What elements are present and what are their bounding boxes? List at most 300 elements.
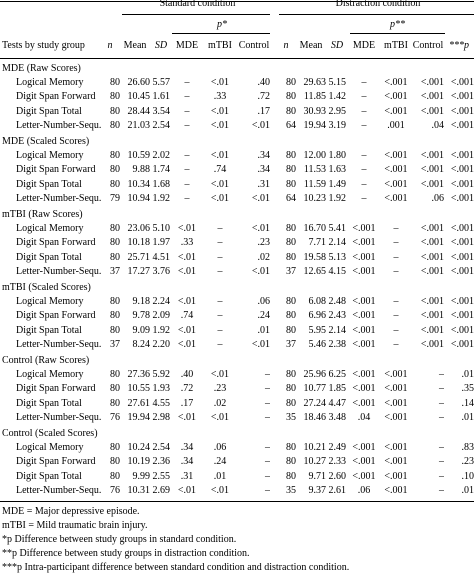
cell-n2: 37 bbox=[286, 339, 296, 351]
cell-p-mde2: – bbox=[361, 149, 367, 161]
cell-p-control: <.01 bbox=[251, 266, 270, 278]
cell-mean2: 16.70 bbox=[303, 222, 326, 234]
cell-p-mde: .74 bbox=[180, 310, 194, 322]
table-row bbox=[0, 309, 474, 324]
table-row bbox=[0, 90, 474, 105]
cell-sd2: 2.38 bbox=[328, 339, 346, 351]
cell-test-name: Letter-Number-Sequ. bbox=[16, 412, 102, 424]
table-row bbox=[0, 149, 474, 164]
col-mean2-header: Mean bbox=[299, 40, 323, 51]
cell-test-name: Digit Span Forward bbox=[16, 164, 96, 176]
cell-p-mtbi2: <.001 bbox=[384, 368, 408, 380]
cell-sd: 5.10 bbox=[152, 222, 170, 234]
cell-p-mde: <.01 bbox=[177, 266, 197, 278]
cell-n: 80 bbox=[110, 76, 120, 88]
cell-p-control2: – bbox=[439, 470, 444, 482]
cell-sd: 1.61 bbox=[152, 91, 170, 103]
cell-mean: 21.03 bbox=[127, 120, 150, 132]
cell-n: 80 bbox=[110, 178, 120, 190]
cell-mean2: 5.46 bbox=[308, 339, 326, 351]
cell-n: 80 bbox=[110, 222, 120, 234]
cell-mean2: 10.77 bbox=[303, 383, 326, 395]
cell-test-name: Logical Memory bbox=[16, 441, 84, 453]
col-mde-header: MDE bbox=[175, 40, 199, 51]
cell-n2: 64 bbox=[286, 193, 296, 205]
cell-mean2: 25.96 bbox=[303, 368, 326, 380]
cell-p-mde2: <.001 bbox=[352, 383, 376, 395]
cell-mean: 27.36 bbox=[127, 368, 150, 380]
cell-sd: 1.93 bbox=[152, 383, 170, 395]
cell-mean2: 12.65 bbox=[303, 266, 326, 278]
cell-sd: 2.36 bbox=[152, 456, 170, 468]
cell-mean: 27.61 bbox=[127, 397, 150, 409]
column-header-row bbox=[0, 38, 474, 54]
cell-mean: 9.78 bbox=[132, 310, 150, 322]
cell-p-control2: <.001 bbox=[420, 251, 444, 263]
cell-sd: 1.97 bbox=[152, 237, 170, 249]
cell-p-mtbi: .06 bbox=[213, 441, 227, 453]
cell-p-control2: – bbox=[439, 441, 444, 453]
group-title: Control (Raw Scores) bbox=[2, 355, 90, 366]
cell-n: 80 bbox=[110, 383, 120, 395]
cell-n2: 37 bbox=[286, 266, 296, 278]
cell-sd: 4.55 bbox=[152, 397, 170, 409]
cell-p-mtbi2: <.001 bbox=[384, 456, 408, 468]
cell-test-name: Digit Span Total bbox=[16, 251, 82, 263]
cell-p-mtbi2: <.001 bbox=[384, 91, 408, 103]
table-row bbox=[0, 222, 474, 237]
cell-n2: 80 bbox=[286, 310, 296, 322]
cell-sd: 2.02 bbox=[152, 149, 170, 161]
cell-sd2: 2.33 bbox=[328, 456, 346, 468]
cell-p-mde: <.01 bbox=[177, 324, 197, 336]
cell-p-control2: <.001 bbox=[420, 295, 444, 307]
cell-p-mde2: – bbox=[361, 76, 367, 88]
cell-p-mde2: <.001 bbox=[352, 251, 376, 263]
cell-p-control2: <.001 bbox=[420, 237, 444, 249]
cell-test-name: Letter-Number-Sequ. bbox=[16, 120, 102, 132]
cell-mean: 10.24 bbox=[127, 441, 150, 453]
cell-n: 76 bbox=[110, 485, 120, 497]
cell-p-intra: .10 bbox=[461, 470, 474, 482]
cell-n: 80 bbox=[110, 149, 120, 161]
cell-p-mde2: <.001 bbox=[352, 456, 376, 468]
cell-n2: 80 bbox=[286, 164, 296, 176]
cell-test-name: Digit Span Forward bbox=[16, 310, 96, 322]
cell-p-intra: <.001 bbox=[450, 222, 474, 234]
cell-p-mtbi: – bbox=[217, 237, 223, 249]
cell-mean2: 29.63 bbox=[303, 76, 326, 88]
cell-p-mde: – bbox=[184, 105, 190, 117]
cell-test-name: Digit Span Total bbox=[16, 324, 82, 336]
cell-test-name: Digit Span Forward bbox=[16, 91, 96, 103]
cell-n: 80 bbox=[110, 441, 120, 453]
cell-p-control: <.01 bbox=[251, 193, 270, 205]
cell-n: 80 bbox=[110, 368, 120, 380]
cell-p-mde2: <.001 bbox=[352, 266, 376, 278]
cell-sd2: 3.19 bbox=[328, 120, 346, 132]
cell-p-mtbi: .23 bbox=[213, 383, 227, 395]
cell-test-name: Logical Memory bbox=[16, 149, 84, 161]
cell-mean: 9.18 bbox=[132, 295, 150, 307]
cell-p-control2: <.001 bbox=[420, 164, 444, 176]
cell-mean2: 27.24 bbox=[303, 397, 326, 409]
cell-test-name: Logical Memory bbox=[16, 222, 84, 234]
cell-p-mde: <.01 bbox=[177, 251, 197, 263]
cell-p-mtbi: – bbox=[217, 266, 223, 278]
cell-n: 80 bbox=[110, 397, 120, 409]
cell-test-name: Letter-Number-Sequ. bbox=[16, 193, 102, 205]
cell-n2: 80 bbox=[286, 441, 296, 453]
standard-condition-rule bbox=[122, 14, 270, 15]
table-row bbox=[0, 76, 474, 91]
cell-mean: 10.19 bbox=[127, 456, 150, 468]
cell-p-mde2: <.001 bbox=[352, 222, 376, 234]
cell-p-control: – bbox=[265, 456, 270, 468]
cell-n2: 80 bbox=[286, 397, 296, 409]
cell-sd2: 2.95 bbox=[328, 105, 346, 117]
table-row bbox=[0, 441, 474, 456]
cell-sd2: 5.41 bbox=[328, 222, 346, 234]
cell-sd2: 2.61 bbox=[328, 485, 346, 497]
table-row bbox=[0, 338, 474, 353]
cell-p-mde2: – bbox=[361, 164, 367, 176]
cell-sd2: 1.85 bbox=[328, 383, 346, 395]
cell-p-mtbi2: <.001 bbox=[384, 76, 408, 88]
cell-mean2: 19.58 bbox=[303, 251, 326, 263]
cell-p-control: – bbox=[265, 368, 270, 380]
cell-n: 80 bbox=[110, 105, 120, 117]
cell-p-mde2: <.001 bbox=[352, 397, 376, 409]
cell-p-intra: <.001 bbox=[450, 76, 474, 88]
cell-sd2: 2.60 bbox=[328, 470, 346, 482]
cell-p-mtbi: .24 bbox=[213, 456, 227, 468]
footnote: **p Difference between study groups in distraction condition. bbox=[2, 548, 250, 559]
cell-mean: 10.45 bbox=[127, 91, 150, 103]
group-title: mTBI (Raw Scores) bbox=[2, 209, 83, 220]
cell-mean: 10.94 bbox=[127, 193, 150, 205]
cell-mean: 25.71 bbox=[127, 251, 150, 263]
table-row bbox=[0, 397, 474, 412]
cell-p-control: .34 bbox=[257, 149, 270, 161]
cell-test-name: Logical Memory bbox=[16, 295, 84, 307]
cell-p-mde2: <.001 bbox=[352, 368, 376, 380]
cell-p-mde2: <.001 bbox=[352, 295, 376, 307]
cell-p-control2: <.001 bbox=[420, 222, 444, 234]
cell-sd2: 1.49 bbox=[328, 178, 346, 190]
cell-n2: 80 bbox=[286, 251, 296, 263]
cell-p-control2: – bbox=[439, 368, 444, 380]
cell-p-control2: <.001 bbox=[420, 339, 444, 351]
cell-mean2: 18.46 bbox=[303, 412, 326, 424]
cell-sd2: 6.25 bbox=[328, 368, 346, 380]
col-n-header: n bbox=[107, 40, 113, 51]
cell-mean: 8.24 bbox=[132, 339, 150, 351]
cell-p-intra: .14 bbox=[461, 397, 474, 409]
cell-test-name: Digit Span Total bbox=[16, 397, 82, 409]
cell-p-mtbi: – bbox=[217, 251, 223, 263]
cell-sd2: 5.13 bbox=[328, 251, 346, 263]
cell-mean2: 5.95 bbox=[308, 324, 326, 336]
cell-p-intra: <.001 bbox=[450, 193, 474, 205]
col-n2-header: n bbox=[283, 40, 289, 51]
table-row bbox=[0, 295, 474, 310]
cell-n2: 80 bbox=[286, 149, 296, 161]
table-row bbox=[0, 470, 474, 485]
cell-p-mde2: – bbox=[361, 120, 367, 132]
cell-p-intra: <.001 bbox=[450, 324, 474, 336]
table-row bbox=[0, 265, 474, 280]
cell-p-intra: <.001 bbox=[450, 105, 474, 117]
cell-n: 79 bbox=[110, 193, 120, 205]
cell-test-name: Digit Span Total bbox=[16, 105, 82, 117]
cell-sd: 2.24 bbox=[152, 295, 170, 307]
cell-p-control2: – bbox=[439, 412, 444, 424]
cell-p-mtbi2: <.001 bbox=[384, 397, 408, 409]
cell-n2: 80 bbox=[286, 470, 296, 482]
cell-mean2: 6.08 bbox=[308, 295, 326, 307]
cell-p-intra: .01 bbox=[461, 368, 474, 380]
cell-p-control2: .06 bbox=[431, 193, 444, 205]
cell-mean2: 10.21 bbox=[303, 441, 326, 453]
cell-n: 80 bbox=[110, 324, 120, 336]
cell-mean2: 9.37 bbox=[308, 485, 326, 497]
cell-mean2: 9.71 bbox=[308, 470, 326, 482]
cell-p-mtbi: <.01 bbox=[210, 412, 230, 424]
cell-sd: 2.98 bbox=[152, 412, 170, 424]
cell-n: 80 bbox=[110, 91, 120, 103]
cell-n: 80 bbox=[110, 470, 120, 482]
col-mtbi2-header: mTBI bbox=[384, 40, 408, 51]
cell-sd: 2.20 bbox=[152, 339, 170, 351]
table-row bbox=[0, 411, 474, 426]
cell-p-intra: <.001 bbox=[450, 164, 474, 176]
cell-p-control2: <.001 bbox=[420, 324, 444, 336]
cell-p-mde: <.01 bbox=[177, 412, 197, 424]
cell-p-intra: .01 bbox=[461, 412, 474, 424]
header-bottom-rule bbox=[0, 58, 474, 59]
cell-p-mtbi: <.01 bbox=[210, 76, 230, 88]
cell-p-control: .72 bbox=[257, 91, 270, 103]
table-row bbox=[0, 178, 474, 193]
cell-p-control: .17 bbox=[257, 105, 270, 117]
cell-p-intra: <.001 bbox=[450, 149, 474, 161]
cell-p-mtbi2: <.001 bbox=[384, 178, 408, 190]
cell-p-mtbi: <.01 bbox=[210, 485, 230, 497]
cell-sd: 2.09 bbox=[152, 310, 170, 322]
cell-p-mtbi: .01 bbox=[213, 470, 227, 482]
cell-mean2: 11.85 bbox=[303, 91, 326, 103]
cell-p-control: <.01 bbox=[251, 339, 270, 351]
cell-p-mde2: .04 bbox=[357, 412, 371, 424]
cell-n: 80 bbox=[110, 295, 120, 307]
cell-n2: 80 bbox=[286, 295, 296, 307]
cell-p-control: .01 bbox=[257, 324, 270, 336]
cell-test-name: Digit Span Forward bbox=[16, 456, 96, 468]
cell-n: 80 bbox=[110, 456, 120, 468]
col-mde2-header: MDE bbox=[352, 40, 376, 51]
cell-p-control: <.01 bbox=[251, 120, 270, 132]
cell-mean2: 10.23 bbox=[303, 193, 326, 205]
cell-n: 80 bbox=[110, 310, 120, 322]
cell-p-intra: <.001 bbox=[450, 310, 474, 322]
table-row bbox=[0, 251, 474, 266]
cell-p-mtbi: .33 bbox=[213, 91, 227, 103]
cell-sd2: 1.80 bbox=[328, 149, 346, 161]
cell-sd2: 1.63 bbox=[328, 164, 346, 176]
cell-n: 37 bbox=[110, 266, 120, 278]
group-title: mTBI (Scaled Scores) bbox=[2, 282, 91, 293]
cell-n2: 80 bbox=[286, 383, 296, 395]
cell-p-control: – bbox=[265, 470, 270, 482]
cell-p-control: .34 bbox=[257, 164, 270, 176]
table-row bbox=[0, 236, 474, 251]
cell-mean: 9.88 bbox=[132, 164, 150, 176]
cell-mean: 19.94 bbox=[127, 412, 150, 424]
cell-mean2: 10.27 bbox=[303, 456, 326, 468]
table-row bbox=[0, 192, 474, 207]
cell-test-name: Digit Span Total bbox=[16, 178, 82, 190]
cell-p-mtbi: <.01 bbox=[210, 178, 230, 190]
cell-p-mde2: <.001 bbox=[352, 339, 376, 351]
cell-p-mde: – bbox=[184, 164, 190, 176]
cell-n: 80 bbox=[110, 164, 120, 176]
cell-sd2: 2.49 bbox=[328, 441, 346, 453]
cell-sd: 3.54 bbox=[152, 105, 170, 117]
footnote: ***p Intra-participant difference between standard condition and distraction condition. bbox=[2, 562, 350, 573]
cell-test-name: Logical Memory bbox=[16, 368, 84, 380]
table-bottom-rule bbox=[0, 501, 474, 502]
cell-p-mde2: – bbox=[361, 193, 367, 205]
cell-sd: 1.68 bbox=[152, 178, 170, 190]
cell-p-mtbi: .02 bbox=[213, 397, 227, 409]
cell-p-mtbi2: – bbox=[393, 324, 399, 336]
cell-p-control2: <.001 bbox=[420, 105, 444, 117]
table-row bbox=[0, 163, 474, 178]
cell-n2: 64 bbox=[286, 120, 296, 132]
cell-p-mtbi: <.01 bbox=[210, 120, 230, 132]
cell-sd2: 4.15 bbox=[328, 266, 346, 278]
cell-p-control2: – bbox=[439, 485, 444, 497]
cell-p-mde: – bbox=[184, 76, 190, 88]
cell-n2: 80 bbox=[286, 91, 296, 103]
cell-mean: 26.60 bbox=[127, 76, 150, 88]
cell-p-control2: <.001 bbox=[420, 178, 444, 190]
cell-test-name: Digit Span Forward bbox=[16, 383, 96, 395]
table-row bbox=[0, 105, 474, 120]
cell-sd2: 2.43 bbox=[328, 310, 346, 322]
group-title: Control (Scaled Scores) bbox=[2, 428, 98, 439]
col-sd2-header: SD bbox=[330, 40, 344, 51]
cell-sd2: 1.92 bbox=[328, 193, 346, 205]
cell-p-mde: <.01 bbox=[177, 222, 197, 234]
cell-sd: 2.55 bbox=[152, 470, 170, 482]
cell-p-mde: .34 bbox=[180, 441, 194, 453]
cell-p-mde2: – bbox=[361, 105, 367, 117]
cell-sd: 1.92 bbox=[152, 324, 170, 336]
cell-n: 80 bbox=[110, 251, 120, 263]
cell-p-mtbi2: – bbox=[393, 251, 399, 263]
cell-mean: 28.44 bbox=[127, 105, 150, 117]
cell-p-mde2: <.001 bbox=[352, 470, 376, 482]
cell-sd: 3.76 bbox=[152, 266, 170, 278]
cell-p-control2: – bbox=[439, 456, 444, 468]
col-control-header: Control bbox=[238, 40, 270, 51]
cell-p-mtbi2: <.001 bbox=[384, 193, 408, 205]
cell-p-mtbi2: – bbox=[393, 339, 399, 351]
cell-test-name: Digit Span Total bbox=[16, 470, 82, 482]
cell-p-control: – bbox=[265, 441, 270, 453]
cell-p-intra: <.001 bbox=[450, 120, 474, 132]
cell-p-mde: – bbox=[184, 178, 190, 190]
cell-p-mde: – bbox=[184, 120, 190, 132]
cell-p-intra: <.001 bbox=[450, 339, 474, 351]
table-row bbox=[0, 382, 474, 397]
cell-mean2: 30.93 bbox=[303, 105, 326, 117]
cell-p-mtbi2: – bbox=[393, 237, 399, 249]
cell-sd2: 1.42 bbox=[328, 91, 346, 103]
cell-n: 76 bbox=[110, 412, 120, 424]
cell-sd2: 2.14 bbox=[328, 324, 346, 336]
cell-p-control2: <.001 bbox=[420, 149, 444, 161]
p-standard-rule bbox=[172, 33, 270, 34]
cell-mean: 23.06 bbox=[127, 222, 150, 234]
cell-p-mtbi: <.01 bbox=[210, 149, 230, 161]
cell-p-control: .02 bbox=[257, 251, 270, 263]
cell-p-mde: – bbox=[184, 91, 190, 103]
cell-test-name: Letter-Number-Sequ. bbox=[16, 339, 102, 351]
cell-p-control2: <.001 bbox=[420, 91, 444, 103]
cell-sd2: 5.15 bbox=[328, 76, 346, 88]
cell-p-mtbi2: – bbox=[393, 222, 399, 234]
cell-test-name: Letter-Number-Sequ. bbox=[16, 266, 102, 278]
cell-sd: 5.57 bbox=[152, 76, 170, 88]
cell-n2: 80 bbox=[286, 324, 296, 336]
cell-p-control2: – bbox=[439, 397, 444, 409]
cell-n2: 80 bbox=[286, 76, 296, 88]
cell-mean: 9.99 bbox=[132, 470, 150, 482]
cell-mean2: 7.71 bbox=[308, 237, 326, 249]
p-distraction-rule bbox=[350, 33, 445, 34]
table-row bbox=[0, 119, 474, 134]
cell-n2: 80 bbox=[286, 237, 296, 249]
group-title: MDE (Raw Scores) bbox=[2, 63, 81, 74]
cell-p-mde2: .06 bbox=[357, 485, 371, 497]
cell-sd: 5.92 bbox=[152, 368, 170, 380]
footnote: MDE = Major depressive episode. bbox=[2, 506, 140, 517]
cell-p-control: – bbox=[265, 485, 270, 497]
table-row bbox=[0, 368, 474, 383]
col-p-intra-header: ***p bbox=[449, 40, 469, 51]
cell-p-mde2: <.001 bbox=[352, 324, 376, 336]
cell-p-mde: – bbox=[184, 149, 190, 161]
cell-sd: 1.92 bbox=[152, 193, 170, 205]
cell-n2: 80 bbox=[286, 105, 296, 117]
cell-p-control: – bbox=[265, 412, 270, 424]
p-distraction-heading: p** bbox=[390, 19, 405, 30]
cell-p-mtbi2: <.001 bbox=[384, 383, 408, 395]
cell-sd: 2.69 bbox=[152, 485, 170, 497]
cell-p-intra: .23 bbox=[461, 456, 474, 468]
cell-p-mde: .31 bbox=[180, 470, 194, 482]
footnote: *p Difference between study groups in standard condition. bbox=[2, 534, 237, 545]
cell-p-intra: <.001 bbox=[450, 237, 474, 249]
cell-p-mde: .34 bbox=[180, 456, 194, 468]
footnote: mTBI = Mild traumatic brain injury. bbox=[2, 520, 148, 531]
cell-p-mtbi: – bbox=[217, 324, 223, 336]
col-sd-header: SD bbox=[154, 40, 168, 51]
p-standard-heading: p* bbox=[217, 19, 227, 30]
